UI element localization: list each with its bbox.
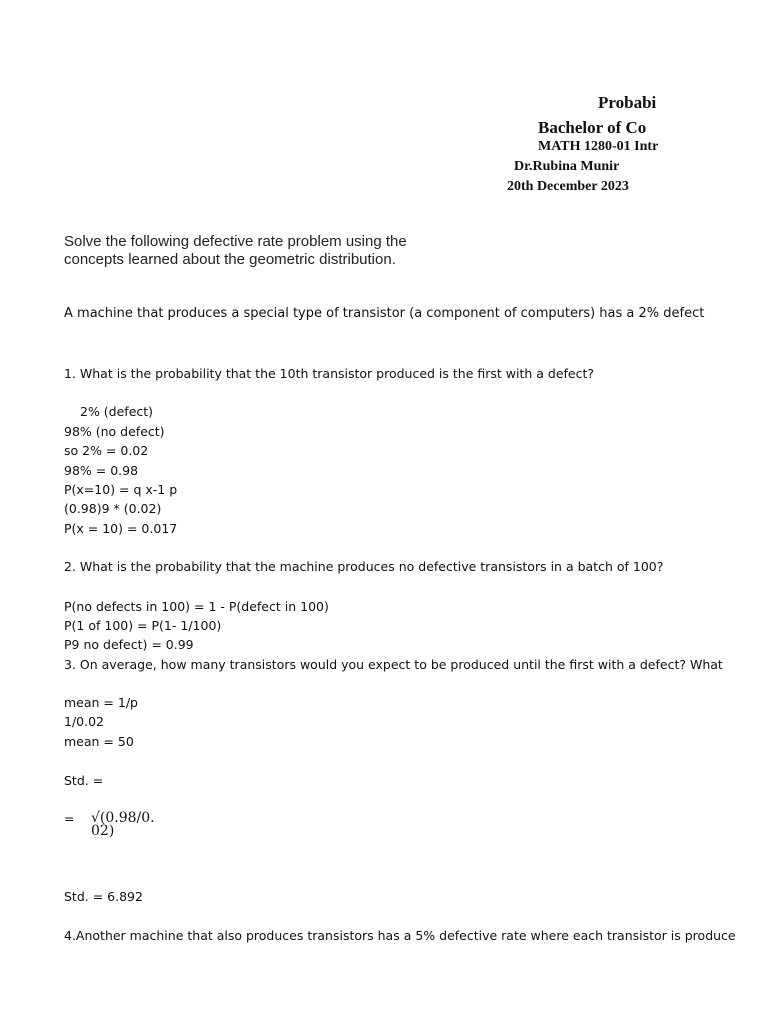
question-2: 2. What is the probability that the machine produces no defective transistors in a batch of 100? — [64, 559, 664, 574]
question-4: 4.Another machine that also produces transistors has a 5% defective rate where each transistor is produce — [64, 928, 736, 943]
q3-line-3: mean = 50 — [64, 734, 134, 749]
q2-line-1: P(no defects in 100) = 1 - P(defect in 100) — [64, 599, 329, 614]
q1-line-7: P(x = 10) = 0.017 — [64, 521, 178, 536]
q1-line-6: (0.98)9 * (0.02) — [64, 501, 162, 516]
question-3: 3. On average, how many transistors would you expect to be produced until the first with a defect? What — [64, 657, 723, 672]
intro-line-1: Solve the following defective rate problem using the — [64, 233, 407, 250]
problem-statement: A machine that produces a special type of transistor (a component of computers) has a 2% defect — [64, 306, 705, 321]
document-title: Probabi — [598, 93, 657, 112]
q1-line-1: 2% (defect) — [80, 404, 154, 419]
question-1: 1. What is the probability that the 10th transistor produced is the first with a defect? — [64, 366, 595, 381]
q1-line-4: 98% = 0.98 — [64, 463, 139, 478]
q2-line-3: P9 no defect) = 0.99 — [64, 637, 194, 652]
equals-sign: = — [64, 811, 75, 826]
std-formula-line-2: 02) — [91, 823, 115, 839]
intro-line-2: concepts learned about the geometric distribution. — [64, 251, 396, 268]
q1-line-2: 98% (no defect) — [64, 424, 165, 439]
std-label: Std. = — [64, 773, 104, 788]
std-result: Std. = 6.892 — [64, 889, 143, 904]
date-line: 20th December 2023 — [507, 179, 629, 194]
course-line: MATH 1280-01 Intr — [538, 139, 659, 154]
q3-line-2: 1/0.02 — [64, 714, 104, 729]
q3-line-1: mean = 1/p — [64, 695, 138, 710]
q2-line-2: P(1 of 100) = P(1- 1/100) — [64, 618, 222, 633]
q1-line-3: so 2% = 0.02 — [64, 443, 149, 458]
std-formula-line-1: √(0.98/0. — [91, 810, 155, 826]
q1-line-5: P(x=10) = q x-1 p — [64, 482, 178, 497]
degree-line: Bachelor of Co — [538, 118, 647, 137]
instructor-line: Dr.Rubina Munir — [514, 159, 620, 174]
